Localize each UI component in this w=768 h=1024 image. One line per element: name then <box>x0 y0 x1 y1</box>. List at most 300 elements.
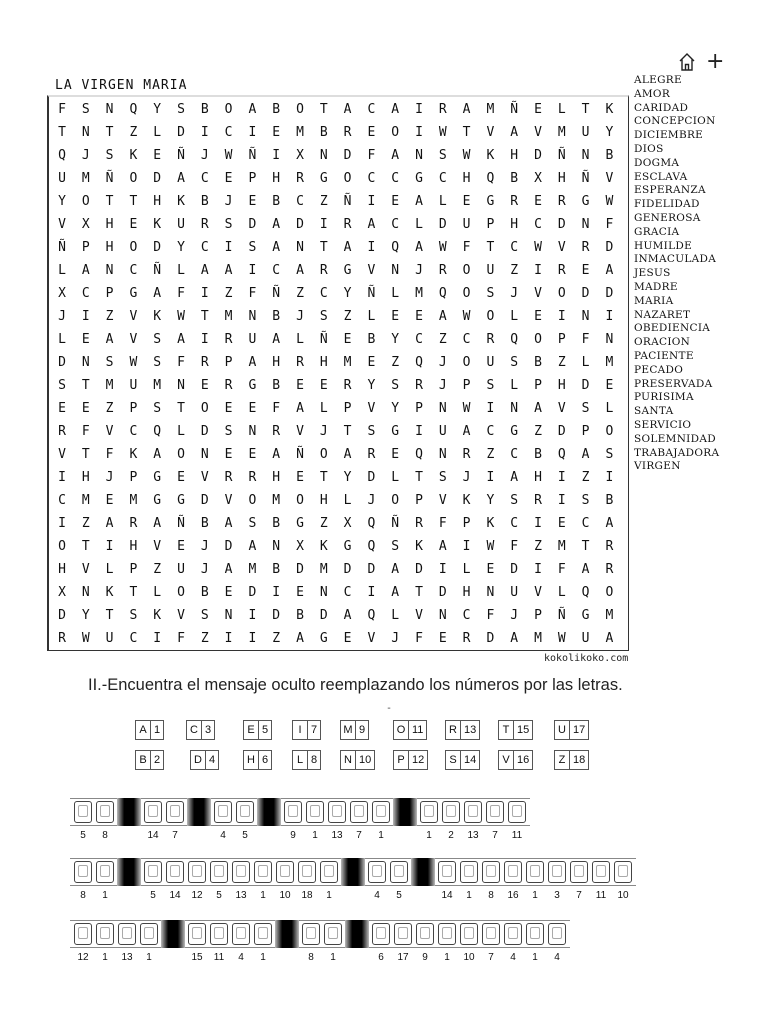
wordsearch-letter[interactable]: L <box>296 332 304 347</box>
wordsearch-letter[interactable]: R <box>248 470 257 485</box>
wordsearch-letter[interactable]: F <box>272 401 281 416</box>
wordsearch-letter[interactable]: L <box>177 424 185 439</box>
wordsearch-letter[interactable]: N <box>581 217 590 232</box>
wordsearch-letter[interactable]: S <box>367 424 376 439</box>
wordsearch-letter[interactable]: L <box>438 194 447 209</box>
letter-blank[interactable] <box>188 861 206 883</box>
wordsearch-letter[interactable]: I <box>534 263 542 278</box>
wordsearch-letter[interactable]: M <box>248 562 257 577</box>
wordsearch-letter[interactable]: A <box>153 516 162 531</box>
wordsearch-letter[interactable]: Z <box>581 470 590 485</box>
letter-blank[interactable] <box>74 861 92 883</box>
wordsearch-letter[interactable]: I <box>534 516 542 531</box>
wordsearch-letter[interactable]: F <box>557 562 566 577</box>
wordsearch-letter[interactable]: E <box>224 171 233 186</box>
wordsearch-letter[interactable]: D <box>605 286 614 301</box>
wordsearch-letter[interactable]: F <box>462 240 471 255</box>
wordsearch-letter[interactable]: W <box>534 240 542 255</box>
wordsearch-letter[interactable]: L <box>462 562 471 577</box>
wordsearch-letter[interactable]: J <box>438 378 447 393</box>
letter-blank[interactable] <box>74 923 92 945</box>
wordsearch-letter[interactable]: Ñ <box>248 148 257 163</box>
wordsearch-letter[interactable]: L <box>605 401 614 416</box>
wordsearch-letter[interactable]: Z <box>438 332 447 347</box>
letter-blank[interactable] <box>508 801 526 823</box>
wordsearch-letter[interactable]: A <box>343 240 352 255</box>
wordsearch-letter[interactable]: O <box>534 332 542 347</box>
wordsearch-letter[interactable]: R <box>438 102 447 117</box>
wordsearch-letter[interactable]: C <box>129 263 138 278</box>
wordsearch-letter[interactable]: X <box>343 516 352 531</box>
wordsearch-letter[interactable]: S <box>153 401 162 416</box>
wordsearch-letter[interactable]: B <box>510 171 519 186</box>
wordsearch-letter[interactable]: O <box>200 401 209 416</box>
home-icon[interactable] <box>678 52 696 72</box>
wordsearch-letter[interactable]: I <box>486 470 495 485</box>
wordsearch-letter[interactable]: S <box>581 493 590 508</box>
wordsearch-letter[interactable]: R <box>224 378 233 393</box>
wordsearch-letter[interactable]: Y <box>486 493 495 508</box>
wordsearch-letter[interactable]: C <box>200 171 209 186</box>
wordsearch-letter[interactable]: C <box>510 447 519 462</box>
wordsearch-letter[interactable]: D <box>343 562 352 577</box>
wordsearch-letter[interactable]: B <box>367 332 376 347</box>
wordsearch-letter[interactable]: I <box>367 585 376 600</box>
letter-blank[interactable] <box>460 923 478 945</box>
wordsearch-letter[interactable]: L <box>510 309 519 324</box>
wordsearch-letter[interactable]: M <box>129 493 138 508</box>
wordsearch-letter[interactable]: S <box>581 401 590 416</box>
wordsearch-letter[interactable]: G <box>248 378 257 393</box>
wordsearch-letter[interactable]: Y <box>343 470 352 485</box>
wordsearch-letter[interactable]: Z <box>81 516 90 531</box>
wordsearch-letter[interactable]: C <box>438 171 447 186</box>
wordsearch-letter[interactable]: Q <box>581 585 590 600</box>
wordsearch-letter[interactable]: B <box>200 585 209 600</box>
wordsearch-letter[interactable]: Ñ <box>557 148 566 163</box>
wordsearch-letter[interactable]: V <box>129 309 138 324</box>
wordsearch-letter[interactable]: D <box>296 217 304 232</box>
wordsearch-letter[interactable]: R <box>605 539 614 554</box>
wordsearch-letter[interactable]: S <box>248 516 257 531</box>
wordsearch-letter[interactable]: J <box>462 470 471 485</box>
wordsearch-letter[interactable]: M <box>224 309 233 324</box>
letter-blank[interactable] <box>276 861 294 883</box>
wordsearch-letter[interactable]: H <box>129 539 138 554</box>
wordsearch-letter[interactable]: Y <box>81 608 90 623</box>
wordsearch-letter[interactable]: H <box>105 240 114 255</box>
wordsearch-letter[interactable]: B <box>200 102 209 117</box>
wordsearch-letter[interactable]: W <box>438 125 447 140</box>
wordsearch-letter[interactable]: Q <box>367 516 376 531</box>
wordsearch-letter[interactable]: U <box>105 631 114 646</box>
wordsearch-letter[interactable]: P <box>557 332 566 347</box>
wordsearch-letter[interactable]: Z <box>319 194 328 209</box>
wordsearch-letter[interactable]: V <box>58 217 66 232</box>
wordsearch-letter[interactable]: L <box>510 378 519 393</box>
wordsearch-letter[interactable]: A <box>81 263 90 278</box>
wordsearch-letter[interactable]: H <box>81 470 90 485</box>
wordsearch-letter[interactable]: A <box>200 263 209 278</box>
wordsearch-letter[interactable]: B <box>534 447 542 462</box>
wordsearch-letter[interactable]: Ñ <box>105 171 114 186</box>
letter-blank[interactable] <box>284 801 302 823</box>
wordsearch-letter[interactable]: C <box>224 125 233 140</box>
letter-blank[interactable] <box>486 801 504 823</box>
letter-blank[interactable] <box>420 801 438 823</box>
wordsearch-letter[interactable]: M <box>105 378 114 393</box>
letter-blank[interactable] <box>96 923 114 945</box>
wordsearch-letter[interactable]: A <box>296 631 304 646</box>
wordsearch-letter[interactable]: A <box>105 332 114 347</box>
wordsearch-letter[interactable]: Z <box>319 516 328 531</box>
wordsearch-letter[interactable]: B <box>272 102 281 117</box>
wordsearch-letter[interactable]: A <box>534 401 542 416</box>
wordsearch-letter[interactable]: S <box>153 332 162 347</box>
wordsearch-letter[interactable]: J <box>367 493 376 508</box>
wordsearch-letter[interactable]: D <box>272 608 281 623</box>
wordsearch-letter[interactable]: U <box>510 585 519 600</box>
wordsearch-letter[interactable]: I <box>605 470 614 485</box>
wordsearch-letter[interactable]: X <box>534 171 542 186</box>
wordsearch-letter[interactable]: Ñ <box>581 171 590 186</box>
wordsearch-letter[interactable]: V <box>486 125 495 140</box>
wordsearch-letter[interactable]: A <box>272 240 281 255</box>
wordsearch-letter[interactable]: S <box>224 424 233 439</box>
wordsearch-letter[interactable]: T <box>486 240 495 255</box>
wordsearch-letter[interactable]: I <box>557 493 566 508</box>
wordsearch-letter[interactable]: D <box>510 562 519 577</box>
wordsearch-letter[interactable]: N <box>510 401 519 416</box>
wordsearch-letter[interactable]: D <box>367 562 376 577</box>
wordsearch-letter[interactable]: V <box>105 424 114 439</box>
wordsearch-letter[interactable]: E <box>224 401 233 416</box>
wordsearch-letter[interactable]: K <box>486 516 495 531</box>
letter-blank[interactable] <box>368 861 386 883</box>
wordsearch-letter[interactable]: I <box>248 608 257 623</box>
wordsearch-letter[interactable]: N <box>296 240 304 255</box>
wordsearch-letter[interactable]: T <box>319 102 328 117</box>
wordsearch-letter[interactable]: G <box>391 424 400 439</box>
wordsearch-letter[interactable]: Y <box>391 332 400 347</box>
wordsearch-letter[interactable]: F <box>438 516 447 531</box>
wordsearch-letter[interactable]: T <box>319 470 328 485</box>
wordsearch-letter[interactable]: L <box>391 286 400 301</box>
wordsearch-letter[interactable]: E <box>58 401 66 416</box>
wordsearch-letter[interactable]: X <box>296 148 304 163</box>
wordsearch-letter[interactable]: K <box>319 539 328 554</box>
wordsearch-letter[interactable]: Z <box>105 401 114 416</box>
wordsearch-letter[interactable]: C <box>391 217 400 232</box>
wordsearch-letter[interactable]: M <box>296 125 304 140</box>
wordsearch-letter[interactable]: A <box>391 562 400 577</box>
wordsearch-letter[interactable]: N <box>81 355 90 370</box>
wordsearch-letter[interactable]: M <box>534 631 542 646</box>
wordsearch-letter[interactable]: B <box>272 516 281 531</box>
wordsearch-letter[interactable]: O <box>81 194 90 209</box>
letter-blank[interactable] <box>210 923 228 945</box>
wordsearch-letter[interactable]: G <box>319 631 328 646</box>
wordsearch-letter[interactable]: J <box>200 562 209 577</box>
wordsearch-letter[interactable]: B <box>272 194 281 209</box>
wordsearch-letter[interactable]: W <box>605 194 614 209</box>
wordsearch-letter[interactable]: I <box>58 470 66 485</box>
wordsearch-letter[interactable]: Z <box>296 286 304 301</box>
wordsearch-letter[interactable]: D <box>486 631 495 646</box>
wordsearch-letter[interactable]: T <box>415 585 423 600</box>
wordsearch-letter[interactable]: D <box>415 562 423 577</box>
letter-blank[interactable] <box>144 801 162 823</box>
wordsearch-letter[interactable]: I <box>438 562 447 577</box>
wordsearch-letter[interactable]: E <box>534 102 542 117</box>
wordsearch-letter[interactable]: Z <box>224 286 233 301</box>
wordsearch-letter[interactable]: W <box>129 355 138 370</box>
wordsearch-letter[interactable]: Q <box>438 286 447 301</box>
wordsearch-letter[interactable]: E <box>557 516 566 531</box>
wordsearch-letter[interactable]: Z <box>534 539 542 554</box>
wordsearch-letter[interactable]: D <box>438 585 447 600</box>
wordsearch-letter[interactable]: O <box>605 585 614 600</box>
wordsearch-letter[interactable]: K <box>129 148 138 163</box>
wordsearch-letter[interactable]: Q <box>557 447 566 462</box>
wordsearch-letter[interactable]: I <box>367 240 376 255</box>
wordsearch-letter[interactable]: N <box>605 332 614 347</box>
wordsearch-letter[interactable]: I <box>200 332 209 347</box>
wordsearch-letter[interactable]: U <box>581 631 590 646</box>
wordsearch-letter[interactable]: B <box>534 355 542 370</box>
wordsearch-letter[interactable]: H <box>319 355 328 370</box>
wordsearch-letter[interactable]: O <box>462 263 471 278</box>
wordsearch-letter[interactable]: R <box>415 516 423 531</box>
wordsearch-letter[interactable]: N <box>248 309 257 324</box>
wordsearch-letter[interactable]: P <box>129 562 138 577</box>
wordsearch-letter[interactable]: S <box>248 240 257 255</box>
wordsearch-letter[interactable]: V <box>224 493 233 508</box>
wordsearch-letter[interactable]: E <box>129 217 138 232</box>
wordsearch-letter[interactable]: A <box>510 631 519 646</box>
wordsearch-letter[interactable]: R <box>534 493 542 508</box>
wordsearch-letter[interactable]: A <box>248 355 257 370</box>
wordsearch-letter[interactable]: W <box>224 148 233 163</box>
wordsearch-letter[interactable]: E <box>367 125 376 140</box>
wordsearch-letter[interactable]: Ñ <box>177 148 185 163</box>
wordsearch-letter[interactable]: J <box>105 470 114 485</box>
letter-blank[interactable] <box>320 861 338 883</box>
wordsearch-letter[interactable]: R <box>510 194 519 209</box>
letter-blank[interactable] <box>302 923 320 945</box>
wordsearch-letter[interactable]: R <box>438 263 447 278</box>
wordsearch-letter[interactable]: C <box>129 424 138 439</box>
wordsearch-letter[interactable]: S <box>105 355 114 370</box>
wordsearch-letter[interactable]: I <box>248 263 257 278</box>
wordsearch-letter[interactable]: L <box>415 217 423 232</box>
wordsearch-letter[interactable]: P <box>462 516 471 531</box>
wordsearch-letter[interactable]: H <box>105 217 114 232</box>
wordsearch-letter[interactable]: V <box>367 401 376 416</box>
wordsearch-letter[interactable]: I <box>224 240 233 255</box>
wordsearch-letter[interactable]: M <box>343 355 352 370</box>
wordsearch-letter[interactable]: Q <box>415 447 423 462</box>
wordsearch-letter[interactable]: A <box>177 332 185 347</box>
wordsearch-letter[interactable]: J <box>200 148 209 163</box>
wordsearch-letter[interactable]: A <box>343 447 352 462</box>
wordsearch-letter[interactable]: O <box>462 286 471 301</box>
letter-blank[interactable] <box>306 801 324 823</box>
wordsearch-letter[interactable]: E <box>296 470 304 485</box>
wordsearch-letter[interactable]: K <box>153 309 162 324</box>
wordsearch-letter[interactable]: A <box>272 332 281 347</box>
wordsearch-letter[interactable]: P <box>105 286 114 301</box>
wordsearch-letter[interactable]: I <box>153 631 162 646</box>
wordsearch-letter[interactable]: E <box>224 447 233 462</box>
letter-blank[interactable] <box>460 861 478 883</box>
wordsearch-letter[interactable]: B <box>272 378 281 393</box>
letter-blank[interactable] <box>526 923 544 945</box>
wordsearch-letter[interactable]: H <box>510 217 519 232</box>
wordsearch-letter[interactable]: P <box>415 401 423 416</box>
wordsearch-letter[interactable]: A <box>581 562 590 577</box>
wordsearch-letter[interactable]: O <box>486 309 495 324</box>
wordsearch-letter[interactable]: R <box>557 263 566 278</box>
wordsearch-letter[interactable]: I <box>557 470 566 485</box>
wordsearch-letter[interactable]: J <box>510 286 519 301</box>
wordsearch-letter[interactable]: G <box>177 493 185 508</box>
wordsearch-letter[interactable]: A <box>224 263 233 278</box>
wordsearch-letter[interactable]: V <box>200 470 209 485</box>
letter-blank[interactable] <box>254 923 272 945</box>
wordsearch-letter[interactable]: V <box>534 585 542 600</box>
wordsearch-letter[interactable]: N <box>391 263 400 278</box>
wordsearch-letter[interactable]: E <box>391 447 400 462</box>
wordsearch-letter[interactable]: Z <box>557 355 566 370</box>
wordsearch-letter[interactable]: F <box>177 631 185 646</box>
wordsearch-letter[interactable]: I <box>319 217 328 232</box>
wordsearch-letter[interactable]: O <box>391 125 400 140</box>
wordsearch-letter[interactable]: M <box>605 355 614 370</box>
wordsearch-letter[interactable]: U <box>486 263 495 278</box>
wordsearch-letter[interactable]: A <box>510 470 519 485</box>
wordsearch-letter[interactable]: S <box>153 355 162 370</box>
letter-blank[interactable] <box>188 923 206 945</box>
wordsearch-letter[interactable]: V <box>153 539 162 554</box>
wordsearch-letter[interactable]: T <box>105 194 114 209</box>
letter-blank[interactable] <box>482 923 500 945</box>
wordsearch-letter[interactable]: L <box>581 355 590 370</box>
letter-blank[interactable] <box>118 923 136 945</box>
wordsearch-letter[interactable]: A <box>581 447 590 462</box>
wordsearch-letter[interactable]: A <box>510 125 519 140</box>
wordsearch-letter[interactable]: S <box>177 102 185 117</box>
wordsearch-letter[interactable]: P <box>129 401 138 416</box>
wordsearch-letter[interactable]: K <box>415 539 423 554</box>
wordsearch-letter[interactable]: D <box>557 217 566 232</box>
wordsearch-letter[interactable]: A <box>248 102 257 117</box>
wordsearch-letter[interactable]: S <box>391 539 400 554</box>
wordsearch-letter[interactable]: T <box>58 125 66 140</box>
wordsearch-letter[interactable]: B <box>200 516 209 531</box>
wordsearch-letter[interactable]: J <box>224 194 233 209</box>
wordsearch-letter[interactable]: D <box>319 608 328 623</box>
wordsearch-letter[interactable]: R <box>343 125 352 140</box>
wordsearch-letter[interactable]: U <box>129 378 138 393</box>
wordsearch-letter[interactable]: C <box>367 102 376 117</box>
wordsearch-letter[interactable]: I <box>462 539 471 554</box>
wordsearch-letter[interactable]: O <box>391 493 400 508</box>
letter-blank[interactable] <box>236 801 254 823</box>
wordsearch-letter[interactable]: T <box>81 539 90 554</box>
letter-blank[interactable] <box>548 923 566 945</box>
wordsearch-letter[interactable]: Q <box>153 424 162 439</box>
wordsearch-letter[interactable]: K <box>486 148 495 163</box>
wordsearch-letter[interactable]: N <box>581 148 590 163</box>
letter-blank[interactable] <box>254 861 272 883</box>
wordsearch-letter[interactable]: L <box>153 125 162 140</box>
wordsearch-letter[interactable]: E <box>462 194 471 209</box>
wordsearch-letter[interactable]: T <box>462 125 471 140</box>
wordsearch-letter[interactable]: J <box>200 539 209 554</box>
wordsearch-letter[interactable]: C <box>58 493 66 508</box>
wordsearch-letter[interactable]: I <box>486 401 495 416</box>
wordsearch-letter[interactable]: A <box>462 424 471 439</box>
wordsearch-letter[interactable]: U <box>248 332 257 347</box>
wordsearch-letter[interactable]: N <box>415 148 423 163</box>
wordsearch-letter[interactable]: A <box>391 102 400 117</box>
wordsearch-letter[interactable]: F <box>248 286 257 301</box>
wordsearch-letter[interactable]: S <box>486 378 495 393</box>
wordsearch-letter[interactable]: T <box>319 240 328 255</box>
wordsearch-letter[interactable]: S <box>105 148 114 163</box>
wordsearch-letter[interactable]: Q <box>391 240 400 255</box>
wordsearch-letter[interactable]: O <box>296 102 304 117</box>
wordsearch-letter[interactable]: N <box>438 608 447 623</box>
wordsearch-letter[interactable]: S <box>510 355 519 370</box>
wordsearch-letter[interactable]: E <box>81 401 90 416</box>
wordsearch-letter[interactable]: B <box>200 194 209 209</box>
wordsearch-letter[interactable]: I <box>224 631 233 646</box>
letter-blank[interactable] <box>592 861 610 883</box>
wordsearch-letter[interactable]: P <box>129 470 138 485</box>
letter-blank[interactable] <box>328 801 346 823</box>
wordsearch-letter[interactable]: E <box>343 631 352 646</box>
wordsearch-letter[interactable]: H <box>462 585 471 600</box>
wordsearch-letter[interactable]: Q <box>367 608 376 623</box>
wordsearch-letter[interactable]: C <box>510 240 519 255</box>
wordsearch-letter[interactable]: Z <box>105 309 114 324</box>
wordsearch-letter[interactable]: D <box>367 470 376 485</box>
wordsearch-letter[interactable]: Y <box>153 102 162 117</box>
wordsearch-letter[interactable]: S <box>605 447 614 462</box>
wordsearch-letter[interactable]: I <box>367 194 376 209</box>
wordsearch-letter[interactable]: T <box>81 447 90 462</box>
wordsearch-letter[interactable]: H <box>272 171 281 186</box>
wordsearch-letter[interactable]: C <box>534 217 542 232</box>
wordsearch-letter[interactable]: W <box>462 309 471 324</box>
wordsearch-letter[interactable]: C <box>319 286 328 301</box>
letter-blank[interactable] <box>442 801 460 823</box>
wordsearch-letter[interactable]: F <box>605 217 614 232</box>
wordsearch-letter[interactable]: G <box>581 194 590 209</box>
wordsearch-letter[interactable]: G <box>486 194 495 209</box>
wordsearch-letter[interactable]: U <box>438 424 447 439</box>
wordsearch-letter[interactable]: V <box>438 493 447 508</box>
wordsearch-letter[interactable]: O <box>248 493 257 508</box>
wordsearch-letter[interactable]: P <box>486 217 495 232</box>
wordsearch-letter[interactable]: C <box>462 608 471 623</box>
wordsearch-letter[interactable]: D <box>534 148 542 163</box>
wordsearch-letter[interactable]: E <box>343 332 352 347</box>
wordsearch-letter[interactable]: B <box>272 562 281 577</box>
wordsearch-letter[interactable]: L <box>58 332 66 347</box>
